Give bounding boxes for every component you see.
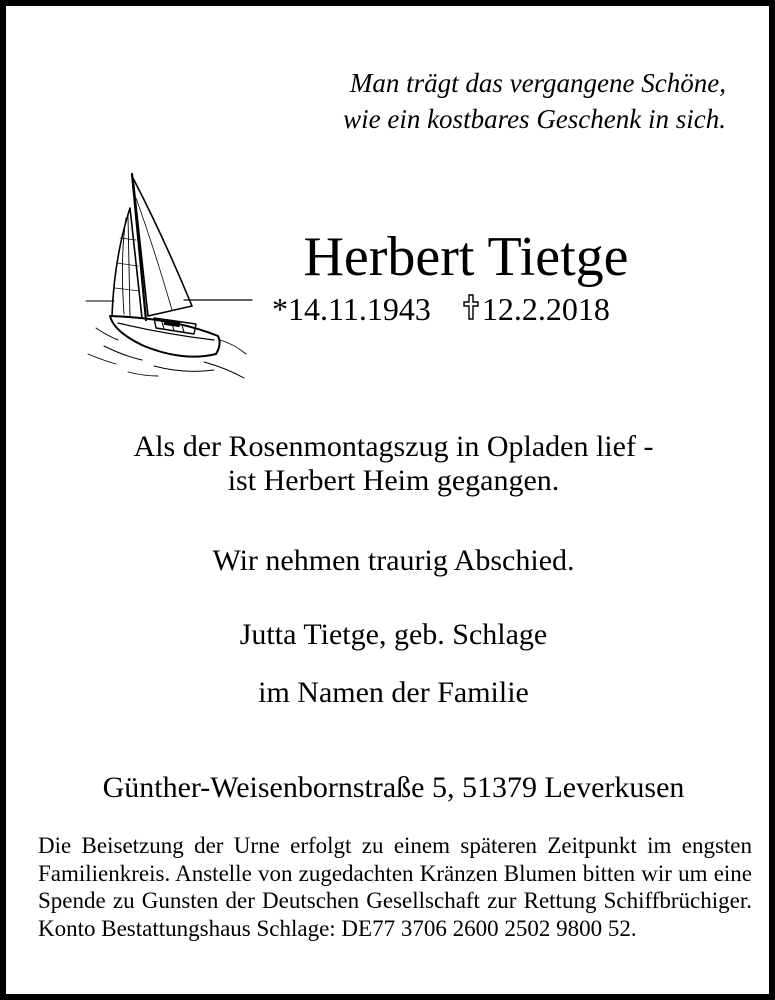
death-date-group: [463, 291, 610, 327]
cross-icon: [463, 294, 479, 320]
farewell-line: Wir nehmen traurig Abschied.: [212, 544, 575, 577]
death-date: 12.2.2018: [481, 291, 610, 327]
life-dates: [272, 289, 610, 329]
message-line-2: ist Herbert Heim gegangen.: [227, 464, 560, 497]
birth-date: *14.11.1943: [272, 291, 431, 327]
on-behalf-line: im Namen der Familie: [258, 676, 529, 709]
address-line: Günther-Weisenbornstraße 5, 51379 Leverkusen: [102, 771, 685, 804]
sailboat-icon: [84, 168, 254, 383]
funeral-notice: Die Beisetzung der Urne erfolgt zu einem späteren Zeitpunkt im engsten Familienkreis. Anstelle von zugedachten Kränzen Blumen bitten wir um eine Spende zu Gunsten der Deutschen Gesellschaft zur Rettung Schiffbrüchiger. Konto Bestattungshaus Schlage: DE77 3706 2600 2502 9800 52.: [38, 833, 752, 941]
deceased-name: Herbert Tietge: [303, 226, 629, 288]
motto-line-2: wie ein kostbares Geschenk in sich.: [343, 104, 726, 134]
motto-line-1: Man trägt das vergangene Schöne,: [349, 68, 726, 98]
mourner-name: Jutta Tietge, geb. Schlage: [239, 618, 548, 651]
message-line-1: Als der Rosenmontagszug in Opladen lief -: [133, 430, 654, 463]
